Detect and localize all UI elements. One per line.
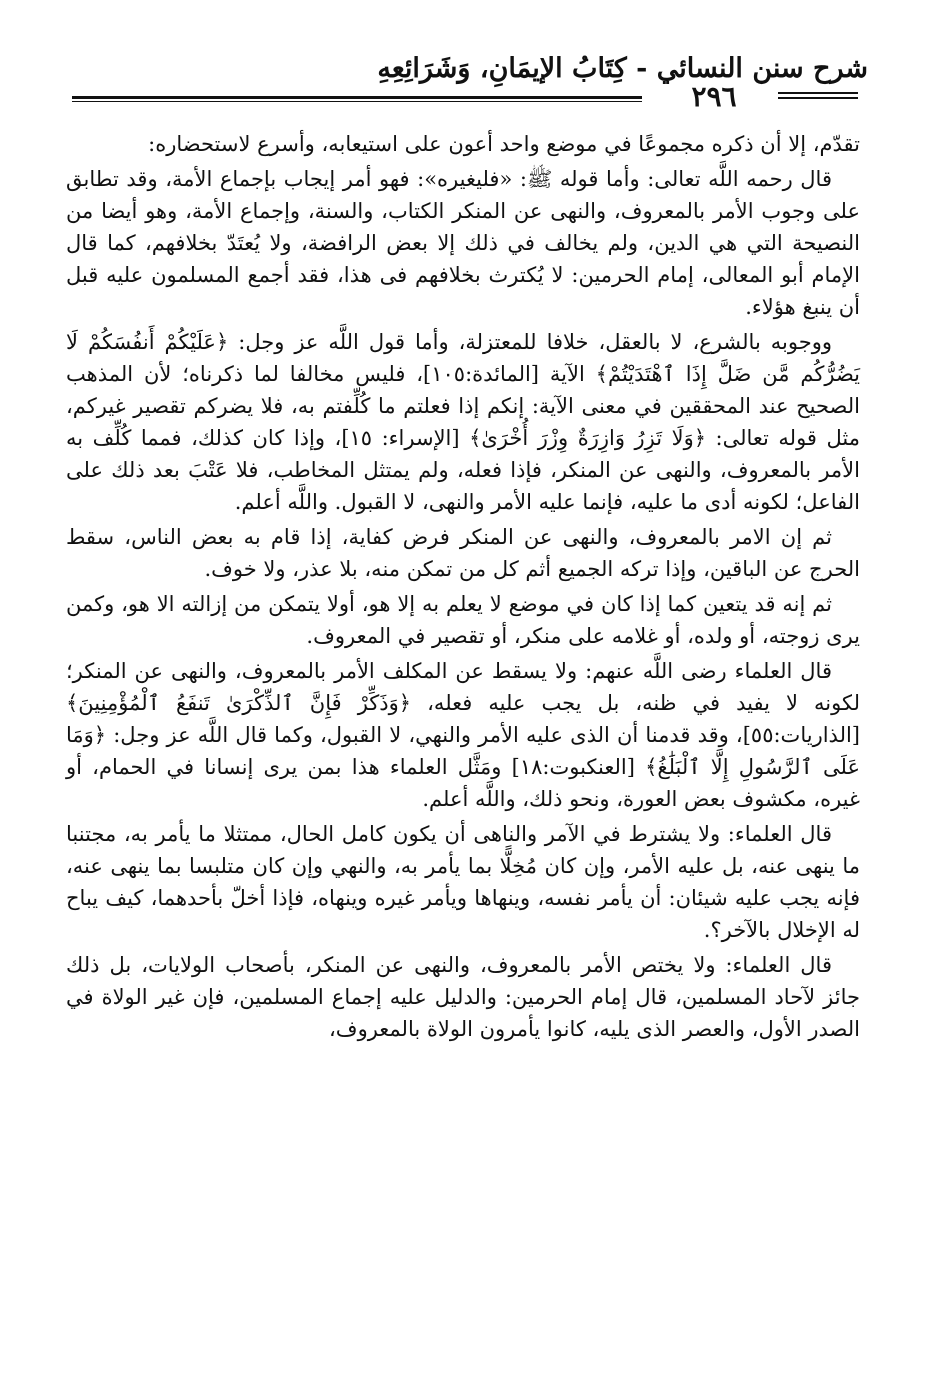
paragraph: ثم إنه قد يتعين كما إذا كان في موضع لا يعلم به إلا هو، أولا يتمكن من إزالته الا هو، وكمن يرى زوجته، أو ولده، أو غلامه على منكر، أو تقصير في المعروف.	[66, 592, 860, 648]
header-rule	[72, 96, 642, 102]
page-number: ٢٩٦	[691, 80, 737, 113]
paragraph: ووجوبه بالشرع، لا بالعقل، خلافا للمعتزلة، وأما قول اللَّه عز وجل: ﴿عَلَيْكُمْ أَنفُسَكُمْ لَا يَضُرُّكُم مَّن ضَلَّ إِذَا ٱهْتَدَيْتُمْ﴾ الآية [المائدة:١٠٥]، فليس مخالفا لما ذكرناه؛ لأن المذهب الصحيح عند المحققين في معنى الآية: إنكم إذا فعلتم ما كُلِّفتم به، فلا يضركم تقصير غيركم، مثل قوله تعالى: ﴿وَلَا تَزِرُ وَازِرَةٌ وِزْرَ أُخْرَىٰ﴾ [الإسراء: ١٥]، وإذا كان كذلك، فمما كُلِّف به الأمر بالمعروف، والنهى عن المنكر، فإذا فعله، ولم يمتثل المخاطب، فلا عَتْبَ بعد ذلك على الفاعل؛ لكونه أدى ما عليه، فإنما عليه الأمر والنهى، لا القبول. واللَّه أعلم.	[66, 330, 860, 514]
body-text	[66, 128, 860, 1048]
paragraph: قال العلماء: ولا يشترط في الآمر والناهى أن يكون كامل الحال، ممتثلا ما يأمر به، مجتنبا ما ينهى عنه، بل عليه الأمر، وإن كان مُخِلًّا بما يأمر به، والنهي وإن كان متلبسا بما ينهى عنه، فإنه يجب عليه شيئان: أن يأمر نفسه، وينهاها ويأمر غيره وينهاه، فإذا أخلّ بأحدهما، كيف يباح له الإخلال بالآخر؟.	[66, 822, 860, 942]
paragraph: ثم إن الامر بالمعروف، والنهى عن المنكر فرض كفاية، إذا قام به بعض الناس، سقط الحرج عن الباقين، وإذا تركه الجميع أثم كل من تمكن منه، بلا عذر، ولا خوف.	[66, 525, 860, 581]
paragraph: تقدّم، إلا أن ذكره مجموعًا في موضع واحد أعون على استيعابه، وأسرع لاستحضاره:	[148, 132, 860, 156]
running-title: شرح سنن النسائي - كِتَابُ الإيمَانِ، وَشَرَائِعِهِ	[377, 53, 868, 84]
paragraph: قال العلماء: ولا يختص الأمر بالمعروف، والنهى عن المنكر، بأصحاب الولايات، بل ذلك جائز لآحاد المسلمين، قال إمام الحرمين: والدليل عليه إجماع المسلمين، فإن غير الولاة في الصدر الأول، والعصر الذى يليه، كانوا يأمرون الولاة بالمعروف،	[66, 953, 860, 1041]
paragraph: قال رحمه اللَّه تعالى: وأما قوله ﷺ: «فليغيره»: فهو أمر إيجاب بإجماع الأمة، وقد تطابق على وجوب الأمر بالمعروف، والنهى عن المنكر الكتاب، والسنة، وإجماع الأمة، وهو أيضا من النصيحة التي هي الدين، ولم يخالف في ذلك إلا بعض الرافضة، ولا يُعتَدّ بخلافهم، كما قال الإمام أبو المعالى، إمام الحرمين: لا يُكترث بخلافهم فى هذا، فقد أجمع المسلمون عليه قبل أن ينبغ هؤلاء.	[66, 167, 860, 319]
paragraph: قال العلماء رضى اللَّه عنهم: ولا يسقط عن المكلف الأمر بالمعروف، والنهى عن المنكر؛ لكونه لا يفيد في ظنه، بل يجب عليه فعله، ﴿وَذَكِّرْ فَإِنَّ ٱلذِّكْرَىٰ تَنفَعُ ٱلْمُؤْمِنِينَ﴾ [الذاريات:٥٥]، وقد قدمنا أن الذى عليه الأمر والنهي، لا القبول، وكما قال اللَّه عز وجل: ﴿وَمَا عَلَى ٱلرَّسُولِ إِلَّا ٱلْبَلَٰغُ﴾ [العنكبوت:١٨] ومَثَّل العلماء هذا بمن يرى إنسانا في الحمام، أو غيره، مكشوف بعض العورة، ونحو ذلك، واللَّه أعلم.	[66, 659, 860, 811]
page-number-rule	[778, 92, 858, 99]
